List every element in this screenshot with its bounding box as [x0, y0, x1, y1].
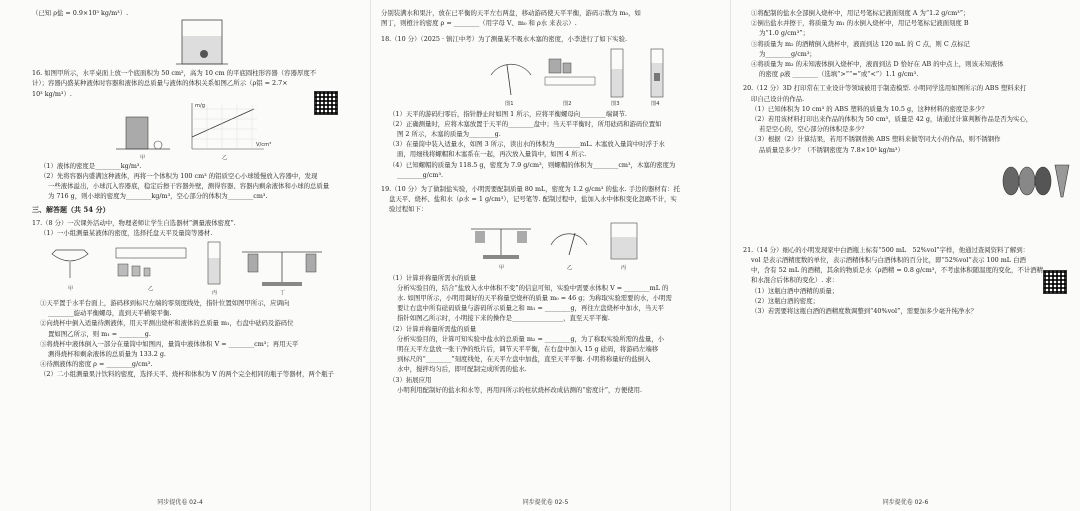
- qr-code-icon[interactable]: [1043, 270, 1067, 294]
- q19-step4a: ④将质量为 m₃ 的未知液体倒入烧杯中，液面到达 D 恰好在 AB 的中点上，则该未知液体: [751, 60, 1004, 69]
- q21-line3: 中，含有 52 mL 的酒精，其余的物质是水（ρ酒精 = 0.8 g/cm³，不考虑体积随温度的变化，不计酒精: [751, 266, 1044, 275]
- fig17-ding: 丁: [280, 290, 286, 297]
- q16-line3: 10³ kg/m³）.: [32, 89, 72, 98]
- q19-step2b: 为“1.0 g/cm³”；: [759, 29, 809, 38]
- fig18-2: 图2: [563, 100, 572, 107]
- q19-part2d: 水中，搅拌均匀后，即可配制完成所需的盐水.: [397, 365, 527, 374]
- q21-part1: （1）这瓶白酒中酒精的质量；: [751, 286, 839, 295]
- q18-part4b: ________g/cm³.: [397, 170, 444, 179]
- q17-step-a: ①天平置于水平台面上，游码移到标尺左端的零刻度线处，指针位置如图甲所示，应调向: [40, 299, 290, 308]
- fig18-1: 图1: [505, 100, 514, 107]
- q17-part2: （2）二小组测量果汁饮料的密度，选择天平、烧杯和体积为 V 的两个完全相同的瓶子等器材，两个瓶子: [40, 370, 334, 379]
- fig16-y-axis: m/g: [195, 102, 206, 109]
- q19-step4b: 的密度 ρ液 ________（选填“>”“=”或“<”）1.1 g/cm³.: [759, 70, 919, 79]
- q17-step-b2: 置如图乙所示，则 m₁ = ________g.: [48, 329, 151, 338]
- q16-part1: （1）液体的密度是________kg/m³.: [40, 161, 142, 170]
- fig16-x-axis: V/cm³: [256, 141, 272, 148]
- q19-part2c: 到标尺的“________”刻度线处，在天平左盘中加盐，直至天平平衡. 小明将称量好的盐倒入: [397, 355, 651, 364]
- q20-title: 20.（12 分）3D 打印常在工业设计等领域被用于制造模型. 小明同学选用如图所示的 ABS 塑料来打: [743, 84, 1027, 93]
- q17-figures: [32, 238, 342, 298]
- q19-part1c: 要让右盘中所有砝码质量与游码所示质量之和 m₁ = ________g，再往左盘烧杯中加水，当天平: [397, 304, 665, 313]
- q18-figures: [471, 45, 771, 109]
- q16-figure: [32, 99, 350, 161]
- q17-step-a2: ________旋动平衡螺母，直到天平横梁平衡.: [48, 309, 172, 318]
- q16-part2b: 一些液体溢出，小球沉入容器底，稳定后擦干容器外壁，测得容器、容器内剩余液体和小球的总质量: [48, 182, 330, 191]
- q17-title: 17.（8 分）一次课外活动中，物理老师让学生自选器材“测量液体密度”.: [32, 218, 236, 227]
- q19-part1b: 水. 如图甲所示，小明用调好的天平称量空烧杯的质量 m₀ = 46 g；为称取实验需要的水，小明需: [397, 294, 672, 303]
- page-02-4: [0, 0, 360, 511]
- q20-part1: （1）已知体积为 10 cm³ 的 ABS 塑料的质量为 10.5 g，这种材料的密度是多少？: [751, 104, 988, 113]
- page-02-6: [730, 0, 1080, 511]
- q18-title: 18.（10 分）（2025 · 镇江中考）为了测量某不吸水木塞的密度，小李进行了如下实验.: [381, 35, 628, 44]
- fig17-yi: 乙: [148, 286, 154, 293]
- q19-part1d: 指针如图乙所示时，小明接下来的操作是________________，直至天平平衡.: [397, 314, 610, 323]
- q20-part3b: 品质量是多少？（不锈钢密度为 7.8×10³ kg/m³）: [759, 145, 904, 154]
- q19-step1: ①将配制的盐水全部倒入烧杯中，用记号笔标记液面刻度 A 为“1.2 g/cm³”；: [751, 9, 970, 17]
- q20-line2: 印自己设计的作品.: [751, 94, 805, 103]
- q21-part3: （3）若需要将这瓶白酒的酒精度数调整到“40%vol”，需要加多少毫升纯净水？: [751, 307, 978, 316]
- q19-figures: [461, 215, 761, 273]
- q16-line2: 计）；容器内盛某种液体时容器和液体的总质量与液体的体积关系如图乙所示（ρ铝 = 2.7×: [32, 79, 288, 88]
- q18-part4a: （4）已知螺帽的质量为 118.5 g，密度为 7.9 g/cm³，则螺帽的体积为________cm³，木塞的密度为: [389, 160, 676, 169]
- fig19-bing: 丙: [621, 264, 627, 271]
- q20-part3a: （3）根据（2）计算结果，若用不锈钢替换 ABS 塑料来做等同大小的作品，则不锈钢作: [751, 135, 1001, 144]
- q19-step3a: ③将质量为 m₂ 的酒精倒入烧杯中，液面到达 120 mL 的 C 点，则 C 点标记: [751, 39, 970, 48]
- qr-code-icon[interactable]: [314, 91, 338, 115]
- q17-step-d: ④待测液体的密度 ρ = ________g/cm³.: [40, 360, 153, 369]
- q21-line4: 和水混合后体积的变化）. 求：: [751, 276, 839, 285]
- q19-step2a: ②倒出盐水并擦干，将质量为 m₁ 的水倒入烧杯中，用记号笔标记液面刻度 B: [751, 19, 969, 28]
- q16-title: 16. 如图甲所示，水平桌面上放一个底面积为 50 cm²，高为 10 cm 的平底圆柱形容器（容器厚度不: [32, 69, 317, 78]
- fig16-yi-label: 乙: [222, 154, 228, 161]
- fig19-jia: 甲: [499, 264, 505, 271]
- q20-part2b: 若是空心的，空心部分的体积是多少？: [759, 125, 868, 134]
- fig17-bing: 丙: [212, 290, 218, 297]
- q16-part2c: 为 716 g，则小球的密度为________kg/m³，空心部分的体积为________cm³.: [48, 192, 268, 201]
- q16-graph: [32, 99, 312, 161]
- q18-part3a: （3）在量筒中装入适量水，如图 3 所示，读出水的体积为________mL. 木塞放入量筒中时浮于水: [389, 140, 665, 149]
- beaker-figure: [162, 18, 252, 68]
- q18-part3b: 面，用细线将螺帽和木塞系在一起，再次放入量筒中，如图 4 所示.: [397, 150, 587, 159]
- q19-step3b: 为________g/cm³；: [759, 49, 816, 58]
- spacer: [743, 205, 1074, 245]
- density-note: （已知 ρ盐 = 0.9×10³ kg/m³）.: [32, 9, 129, 17]
- q19-line2: 盘天平、烧杯、盐和水（ρ水 = 1 g/cm³），记号笔等. 配制过程中，盐加入水中体积变化忽略不计，实: [389, 195, 677, 204]
- q21-parts: [743, 286, 1074, 317]
- q21-line2: vol 是表示酒精度数的单位，表示酒精体积与白酒体积的百分比，即“52%vol”表示 100 mL 白酒: [751, 256, 1026, 265]
- fig17-jia: 甲: [68, 286, 74, 293]
- q21-part2: （2）这瓶白酒的密度；: [751, 296, 819, 305]
- q19-part3: （3）拓展应用: [389, 375, 432, 384]
- footer-page-6: 同步提优卷 02-6: [882, 499, 929, 506]
- footer-page-5: 同步提优卷 02-5: [522, 499, 569, 506]
- q19-line3: 验过程如下：: [389, 205, 428, 214]
- q21-title: 21.（14 分）细心的小明发现家中白酒瓶上标有“500 mL 52%vol”字样，他通过查阅资料了解到：: [743, 245, 1029, 254]
- q16-part2a: （2）先将容器内盛满这种液体，再将一个体积为 100 cm³ 的铝质空心小球缓慢放入容器中，发现: [40, 172, 318, 181]
- fig18-4: 图4: [651, 100, 660, 107]
- q17-step-c2: 测得烧杯和剩余液体的总质量为 133.2 g.: [48, 350, 166, 359]
- section-3-heading: 三、解答题（共 54 分）: [32, 204, 110, 214]
- q17-part1: （1）一小组测量某液体的密度，选择托盘天平及量筒等器材.: [40, 228, 213, 237]
- q17-cont-line1: 分别装满水和果汁，放在已平衡的天平左右两盘，移动游码使天平平衡，游码示数为 m₀，如: [381, 9, 641, 17]
- q19-part1: （1）计算并称量所需水的质量: [389, 273, 477, 282]
- fig16-jia-label: 甲: [140, 154, 146, 161]
- q19-part2a: 分析实验目的，计算可知实验中盐水的总质量 m₂ = ________g，为了称取实验所需的盐量，小: [397, 334, 665, 343]
- q17-step-b: ②向烧杯中倒入适量待测液体，用天平测出烧杯和液体的总质量 m₁，右盘中砝码及游码位: [40, 319, 294, 328]
- q19-part2: （2）计算并称量所需盐的质量: [389, 324, 477, 333]
- q20-figure: [743, 155, 1073, 205]
- q18-part1: （1）天平的游码归零后，指针静止时如图 1 所示，应将平衡螺母向________端调节.: [389, 109, 627, 118]
- q18-part2a: （2）正确测量时，应将木塞放置于天平的________盘中；当天平平衡时，所用砝码和游码位置如: [389, 119, 662, 128]
- q19-title: 19.（10 分）为了做制盐实验，小明需要配制质量 80 mL，密度为 1.2 g/cm³ 的盐水. 手边的器材有：托: [381, 185, 680, 194]
- q19-part1a: 分析实验目的，结合“盐放入水中体积不变”的信息可知，实验中需要水体积 V = ________mL 的: [397, 283, 669, 292]
- q17-step-c: ③将烧杯中液体倒入一部分在量筒中如图丙，量筒中液体体积 V = ________cm³；再用天平: [40, 339, 299, 348]
- fig19-yi: 乙: [567, 264, 573, 271]
- q20-part2a: （2）若用该材料打印出来作品的体积为 50 cm³，质量是 42 g，请通过计算判断作品是否为实心，: [751, 115, 1033, 124]
- fig18-3: 图3: [611, 100, 620, 107]
- q19-part2b: 明在天平左盘放一张干净的纸片后，调节天平平衡，在右盘中加入 15 g 砝码，将游码左端移: [397, 345, 659, 354]
- footer-page-4: 同步提优卷 02-4: [157, 499, 203, 506]
- q17-cont-line2: 图丁，则橙汁的密度 ρ = ________（用字母 V、m₀ 和 ρ水 来表示）.: [381, 19, 577, 28]
- q18-part2b: 图 2 所示，木塞的质量为________g.: [397, 130, 501, 139]
- q19-part3a: 小明利用配制好的盐水和水等，再用四所示的柱状烧杯改成估测的“密度计”，方便使用.: [397, 385, 643, 394]
- page-02-5: [370, 0, 720, 511]
